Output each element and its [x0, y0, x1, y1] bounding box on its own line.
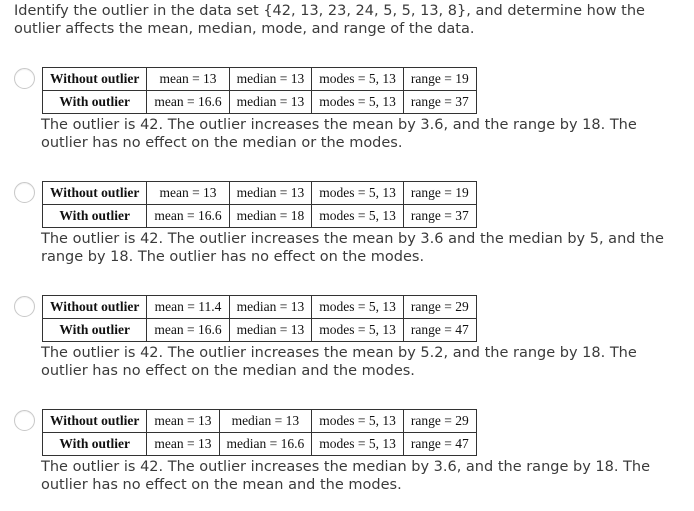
- table-row: [43, 433, 477, 456]
- table-cell: range = 37: [403, 205, 476, 228]
- table-row: [43, 205, 477, 228]
- table-cell: mean = 16.6: [147, 319, 229, 342]
- table-cell: mean = 13: [147, 182, 229, 205]
- table-row: [43, 182, 477, 205]
- table-cell: median = 13: [219, 410, 312, 433]
- table-cell: mean = 13: [147, 68, 229, 91]
- stats-table: [42, 295, 477, 342]
- table-cell: With outlier: [43, 205, 147, 228]
- radio-button[interactable]: [14, 296, 35, 317]
- table-row: [43, 91, 477, 114]
- table-cell: modes = 5, 13: [312, 205, 404, 228]
- table-cell: modes = 5, 13: [312, 410, 404, 433]
- option-explanation: The outlier is 42. The outlier increases the median by 3.6, and the range by 18. The outlier has no effect on the mean and the modes.: [41, 459, 651, 493]
- table-cell: modes = 5, 13: [312, 182, 404, 205]
- radio-button[interactable]: [14, 410, 35, 431]
- option-explanation: The outlier is 42. The outlier increases the mean by 3.6 and the median by 5, and the range by 18. The outlier has no effect on the modes.: [41, 231, 664, 265]
- option-explanation: The outlier is 42. The outlier increases the mean by 5.2, and the range by 18. The outlier has no effect on the median and the modes.: [41, 345, 637, 379]
- table-cell: range = 37: [403, 91, 476, 114]
- table-cell: mean = 16.6: [147, 205, 229, 228]
- radio-button[interactable]: [14, 182, 35, 203]
- table-cell: Without outlier: [43, 68, 147, 91]
- table-cell: With outlier: [43, 433, 147, 456]
- table-cell: modes = 5, 13: [312, 68, 404, 91]
- table-cell: Without outlier: [43, 410, 147, 433]
- table-cell: modes = 5, 13: [312, 296, 404, 319]
- table-cell: modes = 5, 13: [312, 319, 404, 342]
- table-row: [43, 296, 477, 319]
- table-cell: range = 29: [403, 410, 476, 433]
- stats-table: [42, 409, 477, 456]
- table-cell: mean = 16.6: [147, 91, 229, 114]
- radio-button[interactable]: [14, 68, 35, 89]
- table-cell: range = 47: [403, 433, 476, 456]
- table-cell: Without outlier: [43, 296, 147, 319]
- table-cell: mean = 11.4: [147, 296, 229, 319]
- table-cell: median = 13: [229, 182, 312, 205]
- stats-table: [42, 181, 477, 228]
- table-cell: median = 13: [229, 68, 312, 91]
- table-cell: modes = 5, 13: [312, 433, 404, 456]
- table-cell: median = 13: [229, 319, 312, 342]
- stats-table: [42, 67, 477, 114]
- table-row: [43, 319, 477, 342]
- table-cell: mean = 13: [147, 410, 219, 433]
- table-row: [43, 68, 477, 91]
- table-cell: range = 19: [403, 182, 476, 205]
- table-cell: median = 18: [229, 205, 312, 228]
- table-row: [43, 410, 477, 433]
- table-cell: With outlier: [43, 319, 147, 342]
- table-cell: modes = 5, 13: [312, 91, 404, 114]
- table-cell: Without outlier: [43, 182, 147, 205]
- table-cell: range = 19: [403, 68, 476, 91]
- option-explanation: The outlier is 42. The outlier increases the mean by 3.6, and the range by 18. The outlier has no effect on the median or the modes.: [41, 117, 637, 151]
- table-cell: median = 16.6: [219, 433, 312, 456]
- question-text: Identify the outlier in the data set {42, 13, 23, 24, 5, 5, 13, 8}, and determine how the outlier affects the mean, median, mode, and range of the data.: [14, 3, 645, 37]
- table-cell: median = 13: [229, 91, 312, 114]
- table-cell: With outlier: [43, 91, 147, 114]
- table-cell: median = 13: [229, 296, 312, 319]
- table-cell: mean = 13: [147, 433, 219, 456]
- table-cell: range = 29: [403, 296, 476, 319]
- table-cell: range = 47: [403, 319, 476, 342]
